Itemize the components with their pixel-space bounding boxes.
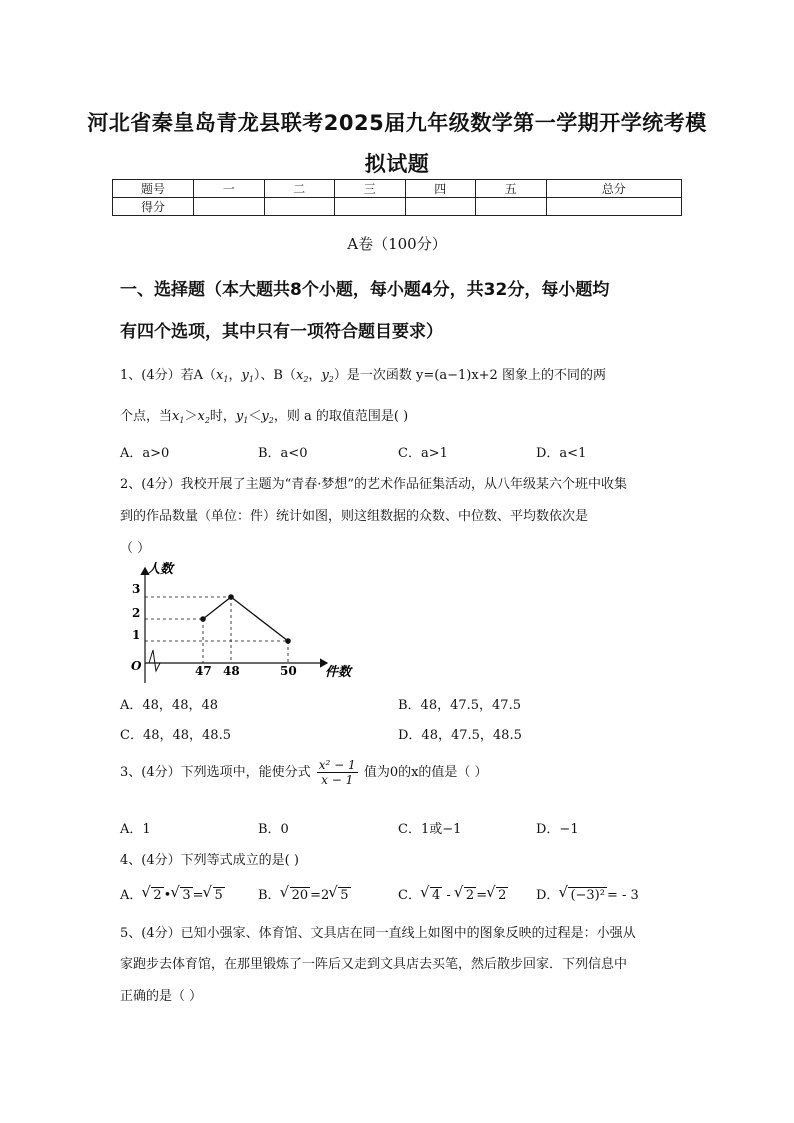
q4-b-label: B． [258,888,281,903]
q3-option-c: C．1或−1 [398,822,462,837]
q2-line-chart [115,558,365,683]
q1-cs4: 2 [268,416,274,425]
q4-option-d [536,884,639,903]
score-table [112,179,682,216]
q4-a-label: A． [120,888,143,903]
data-point [228,594,234,600]
q4-c-label: C． [398,888,421,903]
q2-option-a: A．48，48，48 [120,698,219,713]
q5-stem-line1: 5、(4分）已知小强家、体育馆、文具店在同一直线上如图中的图象反映的过程是：小强从 [120,926,636,941]
q3-option-d: D．−1 [536,822,579,837]
score-cell: 二 [264,180,335,198]
q2-option-b: B．48，47.5，47.5 [398,698,521,713]
q3-option-a: A．1 [120,822,151,837]
q4-option-b [258,884,351,903]
q1-cx2: x [197,409,205,424]
q3-numerator: x² − 1 [318,758,356,772]
score-table-score-row [113,198,682,216]
q2-option-c: C．48，48，48.5 [120,728,231,743]
q4-option-a [120,884,225,903]
q1-cy2: y [261,409,269,424]
score-input-cell [476,198,547,216]
q1-cs1: 1 [179,416,185,425]
q1-cs3: 1 [243,416,249,425]
q1-y1: y [241,368,249,383]
chart-guide-lines [145,597,288,663]
score-cell: 得分 [113,198,194,216]
paper-title-line1: 河北省秦皇岛青龙县联考2025届九年级数学第一学期开学统考模 [87,111,707,135]
x-axis-label: 件数 [325,665,352,680]
q1-cx1: x [172,409,180,424]
q1-stem-line2 [120,405,408,425]
q1-prefix: 1、(4分）若A（ [120,368,217,383]
q2-stem-line2: 到的作品数量（单位：件）统计如图，则这组数据的众数、中位数、平均数依次是 [120,509,589,524]
q3-option-b: B．0 [258,822,289,837]
q4-option-c [398,884,508,903]
q1-comma: 时， [209,409,236,424]
q1-lt: ＜ [248,409,262,424]
q5-stem-line2: 家跑步去体育馆，在那里锻炼了一阵后又走到文具店去买笔，然后散步回家．下列信息中 [120,957,628,972]
paper-title-line2: 拟试题 [364,152,430,176]
score-table-header-row [113,180,682,198]
score-input-cell [335,198,406,216]
q1-cs2: 2 [204,416,210,425]
score-cell: 五 [476,180,547,198]
y-tick-3: 3 [132,582,141,596]
score-input-cell [405,198,476,216]
sqrt-3: √ 3 [180,887,192,903]
q4-stem: 4、(4分）下列等式成立的是( ) [120,853,299,868]
sqrt-2: √ 2 [151,887,163,903]
score-cell: 总分 [546,180,682,198]
q1-option-b: B．a<0 [258,446,308,461]
y-tick-2: 2 [132,606,141,620]
q1-sub1: 1 [223,375,229,384]
q4-a-dot: • [163,888,172,903]
score-input-cell [194,198,265,216]
x-tick-48: 48 [223,664,240,678]
q1-option-c: C．a>1 [398,446,448,461]
sqrt-20: √ 20 [290,887,311,903]
axis-break-mark [145,650,165,671]
volume-heading: A卷（100分） [347,235,447,253]
q1-mid1: ）、B（ [253,368,296,383]
q1-stem-line1: 1、(4分）若$A(x_1$，$y_1$）、$B(x_2$，$y_2$）是一次函数 y=(a−1)x+2 图象上的不同的两 [120,368,606,384]
score-input-cell [546,198,682,216]
data-points [200,594,291,644]
q4-d-eq: = - 3 [606,888,639,903]
score-cell: 三 [335,180,406,198]
data-point [200,616,206,622]
q4-b-eq: =2 [310,888,330,903]
sqrt-4: √ 4 [430,887,442,903]
sqrt-5: √ 5 [213,887,225,903]
q3-stem [120,758,488,787]
score-cell: 四 [405,180,476,198]
q1-tail: ，则 a 的取值范围是( ) [273,409,409,424]
data-series-line [203,597,288,641]
q3-suffix: 值为0的x的值是（ ） [363,765,488,780]
y-tick-1: 1 [132,628,141,642]
q1-cy1: y [235,409,244,424]
q1-sub1b: 1 [248,375,254,384]
q1-sub2b: 2 [328,375,334,384]
q1-option-d: D．a<1 [536,446,587,461]
x-tick-50: 50 [280,664,297,678]
origin-label: O [131,659,142,673]
q5-stem-line3: 正确的是（ ） [120,989,203,1004]
q4-c-eq: = [476,888,488,903]
q1-sub2: 2 [303,375,309,384]
y-axis-label: 人数 [147,562,174,577]
q4-a-eq: = [192,888,204,903]
q1-x2: x [295,368,304,383]
q3-fraction [317,758,358,787]
section1-heading-line1: 一、选择题（本大题共8个小题，每小题4分，共32分，每小题均 [120,280,610,300]
data-point [285,638,291,644]
score-input-cell [264,198,335,216]
q1-option-a: A．a>0 [120,446,170,461]
q2-stem-line3: （ ） [120,541,151,556]
q2-option-d: D．48，47.5，48.5 [398,728,522,743]
q1-gt: ＞ [184,409,198,424]
sqrt-2: √ 2 [496,887,508,903]
score-cell: 题号 [113,180,194,198]
q1-mid2: ）是一次函数 y=(a−1)x+2 图象上的不同的两 [333,368,606,383]
q1-x1: x [216,368,224,383]
q4-d-label: D． [536,888,560,903]
x-tick-47: 47 [195,664,212,678]
q3-denominator: x − 1 [321,773,354,787]
section1-heading-line2: 有四个选项，其中只有一项符合题目要求） [120,322,443,342]
sqrt-5: √ 5 [338,887,350,903]
sqrt-2: √ 2 [464,887,476,903]
q1-line2a: 个点，当 [120,409,173,424]
q3-prefix: 3、(4分）下列选项中，能使分式 [120,765,311,780]
q4-c-minus: - [446,888,451,903]
sqrt-neg3-squared: √ (−3)² [568,887,607,903]
q2-stem-line1: 2、(4分）我校开展了主题为“青春·梦想”的艺术作品征集活动，从八年级某六个班中收集 [120,477,628,492]
score-cell: 一 [194,180,265,198]
q1-y2: y [321,368,329,383]
